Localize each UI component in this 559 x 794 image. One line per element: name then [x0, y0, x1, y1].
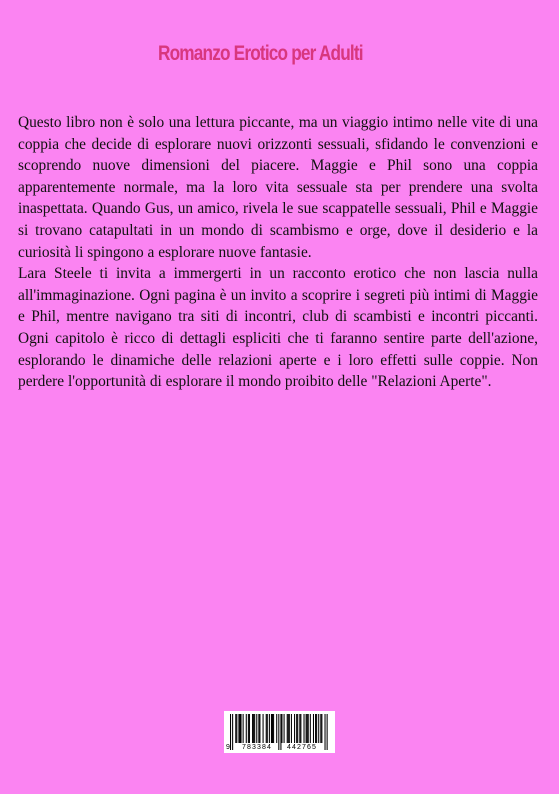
barcode-bar: [300, 714, 301, 743]
barcode-bar: [291, 714, 292, 743]
barcode-left-group: 783384: [242, 744, 272, 751]
barcode-bar: [239, 714, 240, 743]
barcode-bar: [296, 714, 297, 743]
barcode-bar: [243, 714, 244, 743]
barcode-right-group: 442765: [287, 744, 317, 751]
barcode-bar: [246, 714, 247, 743]
barcode-bar: [238, 714, 239, 743]
barcode-bar: [288, 714, 289, 743]
barcode-bar: [253, 714, 254, 743]
barcode-bar: [248, 714, 249, 743]
barcode-bar: [321, 714, 322, 743]
cover-title: Romanzo Erotico per Adulti: [157, 42, 363, 65]
barcode-bar: [249, 714, 250, 743]
barcode-bar: [313, 714, 314, 743]
barcode-bar: [272, 714, 273, 743]
barcode-bar: [266, 714, 267, 743]
blurb-paragraph-1: Questo libro non è solo una lettura piccante, ma un viaggio intimo nelle vite di una coppia che decide di esplorare nuovi orizzonti sessuali, sfidando le convenzioni e scoprendo nuove dimensioni del piacere. Maggie e Phil sono una coppia apparentemente normale, ma la loro vita sessuale sta per prendere una svolta inaspettata. Quando Gus, un amico, rivela le sue scappatelle sessuali, Phil e Maggie si trovano catapultati in un mondo di scambismo e orge, dove il desiderio e la curiosità li spingono a esplorare nuove fantasie.: [18, 114, 538, 261]
barcode-bar: [267, 714, 268, 743]
barcode-bar: [310, 714, 311, 743]
isbn-barcode: [224, 711, 335, 753]
barcode-bar: [269, 714, 270, 743]
barcode-bar: [304, 714, 305, 743]
barcode-bar: [256, 714, 257, 743]
barcode-bar: [236, 714, 237, 743]
barcode-bar: [276, 714, 277, 743]
barcode-bar: [273, 714, 274, 743]
barcode-bar: [289, 714, 290, 743]
blurb-paragraph-2: Lara Steele ti invita a immergerti in un racconto erotico che non lascia nulla all'immaginazione. Ogni pagina è un invito a scoprire i segreti più intimi di Maggie e Phil, mentre navigano tra siti di incontri, club di scambisti e incontri piccanti. Ogni capitolo è ricco di dettagli espliciti che ti faranno sentire parte dell'azione, esplorando le dinamiche delle relazioni aperte e i loro effetti sulle coppie. Non perdere l'opportunità di esplorare il mondo proibito delle "Relazioni Aperte".: [18, 265, 538, 391]
barcode-bar: [254, 714, 255, 743]
barcode-bar: [320, 714, 321, 743]
barcode-bar: [306, 714, 307, 743]
barcode-bar: [297, 714, 298, 743]
barcode-bar: [252, 714, 253, 743]
barcode-bar: [259, 714, 260, 743]
barcode-bar: [315, 714, 316, 743]
barcode-number: [224, 743, 335, 752]
barcode-bar: [287, 714, 288, 743]
barcode-bar: [318, 714, 319, 743]
barcode-bar: [316, 714, 317, 743]
barcode-bar: [284, 714, 285, 743]
blurb: [18, 112, 538, 393]
barcode-lead-digit: 9: [226, 744, 230, 751]
barcode-bar: [258, 714, 259, 743]
barcode-bar: [271, 714, 272, 743]
barcode-bar: [307, 714, 308, 743]
barcode-bar: [263, 714, 264, 743]
barcode-bar: [308, 714, 309, 743]
barcode-bar: [235, 714, 236, 743]
barcode-bar: [294, 714, 295, 743]
barcode-bar: [299, 714, 300, 743]
barcode-bar: [281, 714, 282, 743]
barcode-bar: [241, 714, 242, 743]
